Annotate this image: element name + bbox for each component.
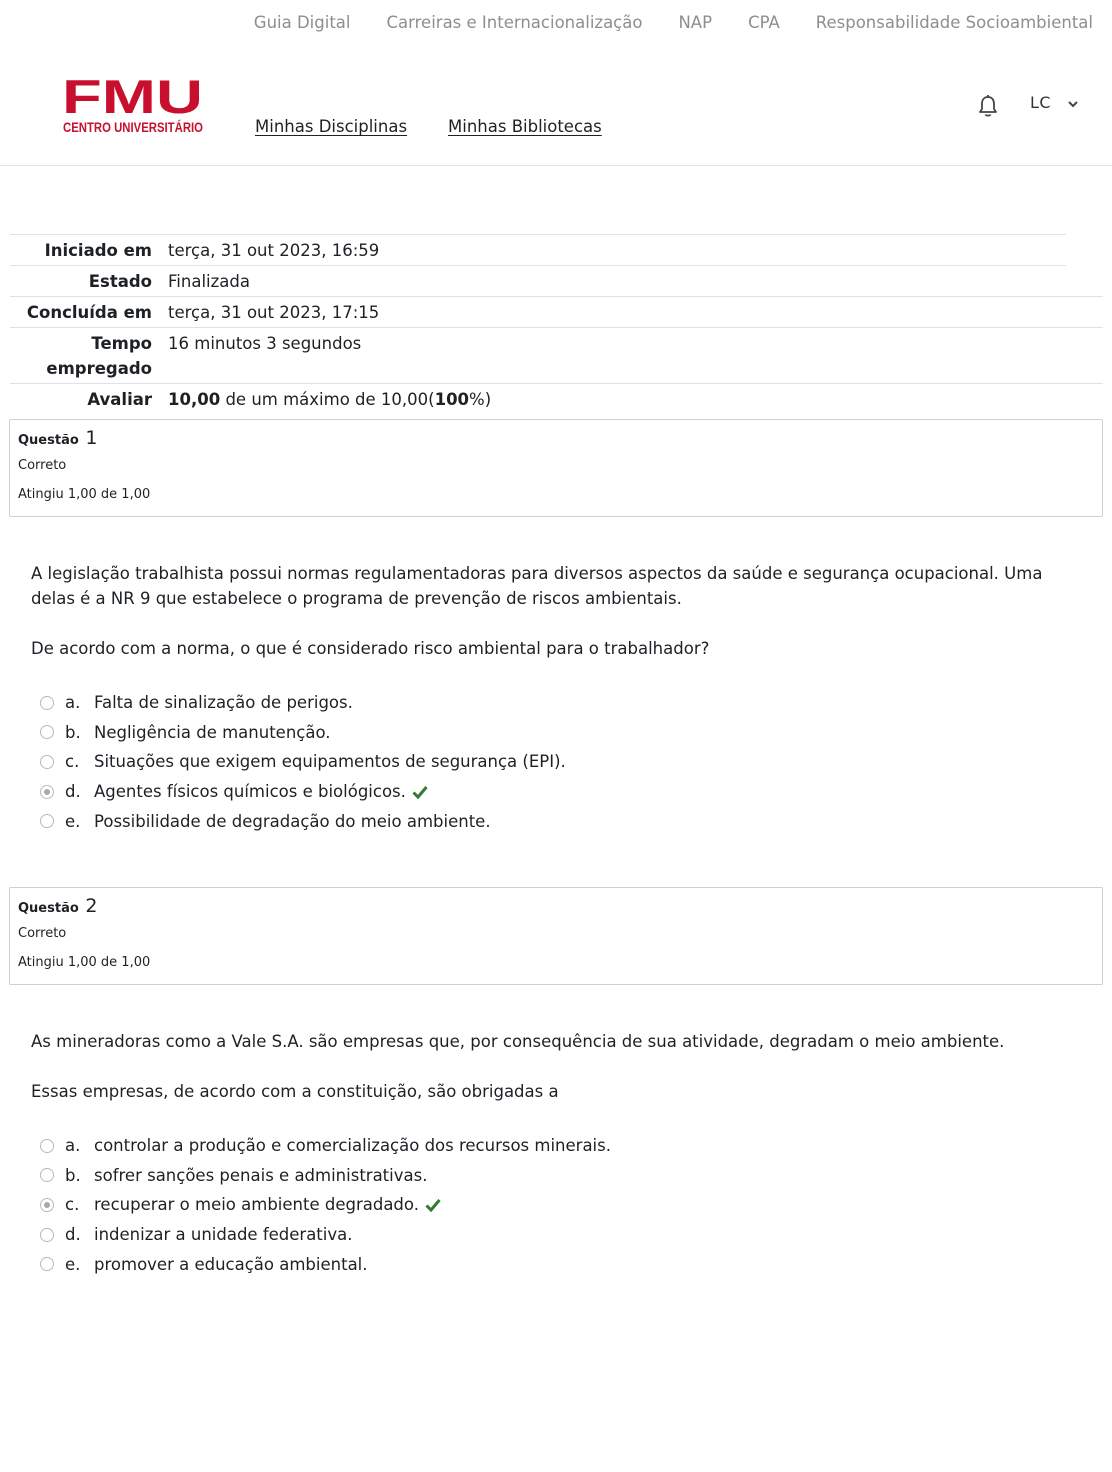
answer-letter: d. (65, 782, 81, 802)
top-links (254, 0, 1093, 44)
radio-button-checked[interactable] (40, 785, 54, 799)
answer-letter: b. (65, 1165, 81, 1185)
grade-label: Avaliar (87, 390, 152, 409)
state-value: Finalizada (168, 272, 250, 291)
grade-end: %) (469, 390, 492, 409)
question-number-value: 1 (85, 427, 98, 449)
completed-label: Concluída em (26, 303, 152, 322)
logo-text: FMU (62, 70, 203, 123)
radio-button[interactable] (40, 1228, 54, 1242)
answer-text: Possibilidade de degradação do meio ambiente. (94, 811, 491, 831)
link-guia-digital[interactable]: Guia Digital (253, 12, 351, 32)
radio-button[interactable] (40, 1168, 54, 1182)
answer-text: indenizar a unidade federativa. (94, 1225, 353, 1245)
answer-letter: a. (65, 1136, 81, 1156)
question-paragraph: De acordo com a norma, o que é considerado risco ambiental para o trabalhador? (31, 639, 710, 658)
answer-option[interactable] (40, 1161, 611, 1191)
grade-mid: de um máximo de 10,00( (220, 390, 435, 409)
grade-score: 10,00 (168, 390, 221, 409)
time-label (10, 331, 168, 381)
answer-option[interactable] (40, 747, 566, 777)
question-text-1 (31, 561, 1091, 686)
radio-button[interactable] (40, 814, 54, 828)
answer-text: Situações que exigem equipamentos de segurança (EPI). (94, 752, 566, 772)
answer-text: Falta de sinalização de perigos. (94, 693, 353, 713)
link-cpa[interactable]: CPA (748, 12, 780, 32)
link-nap[interactable]: NAP (678, 12, 713, 32)
time-label-line1: Tempo (91, 334, 152, 353)
question-grade: Atingiu 1,00 de 1,00 (18, 955, 151, 970)
bell-icon[interactable] (977, 94, 999, 118)
answer-option[interactable] (40, 1131, 611, 1161)
answer-list-1 (40, 688, 566, 836)
summary-row-grade (10, 383, 1103, 412)
question-number-value: 2 (85, 895, 98, 917)
check-icon (412, 785, 428, 799)
nav-minhas-disciplinas[interactable]: Minhas Disciplinas (255, 117, 408, 136)
answer-option-selected[interactable] (40, 1190, 611, 1220)
summary-row-time (10, 327, 1103, 383)
started-label: Iniciado em (44, 241, 152, 260)
answer-list-2 (40, 1131, 611, 1279)
answer-letter: e. (65, 1254, 81, 1274)
question-number (18, 426, 1094, 453)
radio-button[interactable] (40, 1139, 54, 1153)
question-state: Correto (18, 458, 67, 473)
answer-text: Agentes físicos químicos e biológicos. (94, 782, 406, 802)
radio-button[interactable] (40, 1257, 54, 1271)
time-label-line2: empregado (46, 359, 152, 378)
answer-letter: b. (65, 722, 81, 742)
radio-button[interactable] (40, 696, 54, 710)
user-initials[interactable]: LC (1030, 93, 1052, 112)
answer-option[interactable] (40, 806, 566, 836)
answer-text: sofrer sanções penais e administrativas. (94, 1165, 428, 1185)
summary-row-completed (10, 296, 1103, 327)
check-icon (425, 1198, 441, 1212)
state-label: Estado (88, 272, 152, 291)
question-state: Correto (18, 926, 67, 941)
link-responsabilidade[interactable]: Responsabilidade Socioambiental (815, 12, 1093, 32)
radio-button[interactable] (40, 755, 54, 769)
question-info-2 (9, 887, 1103, 985)
grade-percent: 100 (434, 390, 470, 409)
question-paragraph: Essas empresas, de acordo com a constituição, são obrigadas a (31, 1082, 559, 1101)
answer-option[interactable] (40, 1220, 611, 1250)
chevron-down-icon[interactable] (1067, 98, 1079, 110)
answer-option[interactable] (40, 1249, 611, 1279)
question-label: Questão (18, 433, 79, 448)
answer-letter: d. (65, 1225, 81, 1245)
question-paragraph: A legislação trabalhista possui normas regulamentadoras para diversos aspectos da saúde e segurança ocupacional. Uma delas é a NR 9 que estabelece o programa de prevenção de riscos ambientais. (31, 564, 1043, 608)
question-text-2 (31, 1029, 1091, 1129)
answer-option[interactable] (40, 718, 566, 748)
question-paragraph: As mineradoras como a Vale S.A. são empresas que, por consequência de sua atividade, degradam o meio ambiente. (31, 1032, 1005, 1051)
logo-subtitle: CENTRO UNIVERSITÁRIO (63, 120, 203, 135)
completed-value: terça, 31 out 2023, 17:15 (168, 303, 380, 322)
question-label: Questão (18, 901, 79, 916)
fmu-logo[interactable] (62, 70, 204, 136)
question-number (18, 894, 1094, 921)
answer-text: promover a educação ambiental. (94, 1254, 368, 1274)
summary-row-state (10, 265, 1066, 296)
radio-button-checked[interactable] (40, 1198, 54, 1212)
answer-letter: a. (65, 693, 81, 713)
answer-letter: e. (65, 811, 81, 831)
answer-option-selected[interactable] (40, 777, 566, 807)
attempt-summary (10, 234, 1103, 412)
answer-letter: c. (65, 752, 80, 772)
nav-minhas-bibliotecas[interactable]: Minhas Bibliotecas (448, 117, 602, 136)
summary-row-started (10, 234, 1066, 265)
radio-button[interactable] (40, 725, 54, 739)
link-carreiras[interactable]: Carreiras e Internacionalização (386, 12, 643, 32)
answer-text: Negligência de manutenção. (94, 722, 331, 742)
navbar (0, 44, 1112, 166)
started-value: terça, 31 out 2023, 16:59 (168, 241, 380, 260)
answer-letter: c. (65, 1195, 80, 1215)
question-info-1 (9, 419, 1103, 517)
question-grade: Atingiu 1,00 de 1,00 (18, 487, 151, 502)
grade-value (168, 387, 1103, 412)
answer-text: recuperar o meio ambiente degradado. (94, 1195, 419, 1215)
time-value: 16 minutos 3 segundos (168, 334, 362, 353)
answer-option[interactable] (40, 688, 566, 718)
answer-text: controlar a produção e comercialização dos recursos minerais. (94, 1136, 611, 1156)
